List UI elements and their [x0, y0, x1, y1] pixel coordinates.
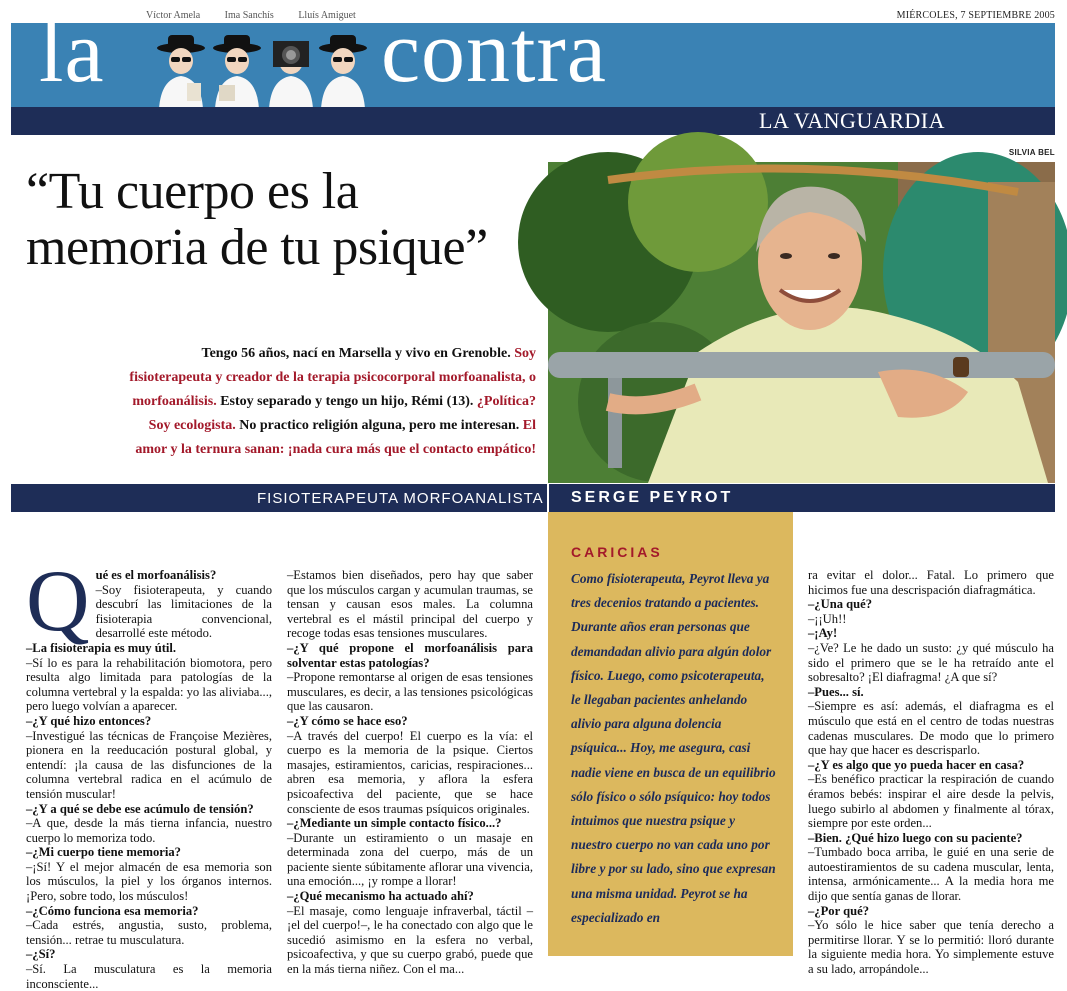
interview-answer: –Estamos bien diseñados, pero hay que saber que los músculos cargan y acumulan traumas, se tensan y causan esos males. La columna vertebral es el mástil principal del cuerpo y recoge todas esas tensiones musculares.	[287, 568, 533, 641]
headline: “Tu cuerpo es la memoria de tu psique”	[26, 163, 488, 276]
bio-segment: Tengo 56 años, nací en Marsella y vivo en Grenoble.	[201, 346, 515, 361]
sidebar-box	[548, 512, 793, 956]
portrait-photo	[548, 162, 1055, 483]
interview-answer: –A que, desde la más tierna infancia, nuestro cuerpo lo memoriza todo.	[26, 816, 272, 845]
interview-answer: –Tumbado boca arriba, le guié en una serie de autoestiramientos de su cadena muscular, lenta, intensa, armónicamente... A la media hora me dijo que sentía ganas de llorar.	[808, 845, 1054, 904]
credit-1: Víctor Amela	[146, 10, 201, 21]
interview-answer: –Investigué las técnicas de Françoise Mezières, pionera en la reeducación postural global, y entendí: ¡la causa de las disfunciones de la columna vertebral radica en el acúmulo de tensión muscular!	[26, 728, 272, 801]
bio-segment: Soy fisioterapeuta y creador de la terapia psicocorporal morfoanalista, o morfoanálisis.	[129, 346, 536, 409]
credit-2: Ima Sanchís	[224, 10, 274, 21]
interview-question: –Pues... sí.	[808, 684, 864, 699]
article-column-3	[808, 568, 1054, 977]
columnist-figure-icon	[151, 31, 211, 109]
bio-segment: ¿Política? Soy ecologista.	[148, 394, 536, 433]
columnist-figure-icon	[313, 31, 373, 109]
publication-name: LA VANGUARDIA	[759, 108, 945, 133]
interview-question: –¿Mediante un simple contacto físico...?	[287, 816, 502, 831]
columnist-credits	[146, 10, 378, 21]
interview-question: –¿Y cómo se hace eso?	[287, 713, 408, 728]
camera-figure-icon	[261, 31, 321, 109]
interview-question: –¿Y es algo que yo pueda hacer en casa?	[808, 757, 1025, 772]
interview-answer: –Cada estrés, angustia, susto, problema, tensión... retrae tu musculatura.	[26, 918, 272, 947]
article-column-1	[26, 553, 272, 991]
photo-credit: SILVIA BEL	[1008, 148, 1055, 157]
interview-answer: –Yo sólo le hice saber que tenía derecho a permitirse llorar. Y se lo permitió: lloró durante la siguiente media hora. Yo simplemente estuve a su lado, arropándole...	[808, 918, 1054, 977]
masthead-word-la: la	[39, 4, 105, 101]
interview-question: –¿Y a qué se debe ese acúmulo de tensión?	[26, 801, 254, 816]
interview-question: –¿Y qué propone el morfoanálisis para solventar estas patologías?	[287, 640, 533, 670]
profession-label: FISIOTERAPEUTA MORFOANALISTA	[257, 490, 544, 507]
interview-question: –¿Una qué?	[808, 597, 873, 612]
interview-question: –¿Por qué?	[808, 903, 869, 918]
interview-answer: –¡Sí! Y el mejor almacén de esa memoria son los músculos, la piel y los órganos internos. ¡Pero, sobre todo, los músculos!	[26, 859, 272, 904]
article-column-2	[287, 568, 533, 977]
interview-answer: –El masaje, como lenguaje infraverbal, táctil –¡el del cuerpo!–, le ha conectado con algo que le sucedió asimismo en la esfera no verbal, psicoafectiva, y que su cuerpo grabó, puede que en la más tierna niñez. Con el ma...	[287, 903, 533, 977]
bio-segment: No practico religión alguna, pero me interesan.	[239, 418, 523, 433]
interview-question: –¿Qué mecanismo ha actuado ahí?	[287, 889, 474, 904]
interview-answer: –¿Ve? Le he dado un susto: ¿y qué músculo ha sido el primero que se le ha retraído ante el sobresalto? ¡El diafragma! ¿A que sí?	[808, 640, 1054, 685]
interview-answer: –¡¡Uh!!	[808, 611, 847, 626]
interview-answer: –A través del cuerpo! El cuerpo es la vía: el cuerpo es la memoria de la psique. Ciertos masajes, estiramientos, caricias, respiraciones... abren esa memoria, y aflora la esfera psicoafectiva del paciente, que se hace consciente de esos traumas psíquicos originales.	[287, 728, 533, 816]
interview-answer: –Propone remontarse al origen de esas tensiones musculares, es decir, a las tensiones psicológicas que las causaron.	[287, 670, 533, 714]
masthead-word-contra: contra	[381, 4, 607, 101]
interview-question: –¿Sí?	[26, 947, 56, 962]
column-3-text	[808, 568, 1054, 977]
interview-answer: ra evitar el dolor... Fatal. Lo primero que hicimos fue una descrispación diafragmática.	[808, 568, 1054, 597]
bio-segment: Estoy separado y tengo un hijo, Rémi (13).	[220, 394, 477, 409]
interview-answer: –Sí lo es para la rehabilitación biomotora, pero resulta algo limitada para patologías de la columna vertebral y la espalda: yo las aliviaba..., pero luego volvían a aparecer.	[26, 655, 272, 714]
interview-answer: –Es benéfico practicar la respiración de cuando éramos bebés: inspirar el aire desde la pelvis, luego subirlo al abdomen y finalmente al tórax, siempre por este orden...	[808, 772, 1054, 831]
name-bar-divider	[547, 484, 549, 512]
interview-question: –¿Mi cuerpo tiene memoria?	[26, 845, 181, 860]
interview-answer: –Durante un estiramiento o un masaje en determinada zona del cuerpo, más de un paciente siente súbitamente aflorar una vivencia, una emoción..., ¡y rompe a llorar!	[287, 830, 533, 889]
interview-answer: –Siempre es así: además, el diafragma es el músculo que está en el centro de todas nuestras cadenas musculares. De modo que lo primero que hay que hacer es descrisparlo.	[808, 699, 1054, 758]
interview-answer: –Sí. La musculatura es la memoria inconsciente...	[26, 962, 272, 991]
credit-3: Lluís Amiguet	[298, 10, 356, 21]
columnist-figure-icon	[207, 31, 267, 109]
sidebar-text: Como fisioterapeuta, Peyrot lleva ya tres decenios tratando a pacientes. Durante años eran personas que demandadan alivio para algún dolor físico. Luego, como psicoterapeuta, le llegaban pacientes anhelando alivio para alguna dolencia psíquica... Hoy, me asegura, casi nadie viene en busca de un equilibrio sólo físico o sólo psíquico: hoy todos intuimos que nuestra psique y nuestro cuerpo no van cada uno por libre y por su lado, sino que expresan una misma unidad. Peyrot se ha especializado en	[571, 571, 776, 925]
bio-segment: El amor y la ternura sanan: ¡nada cura más que el contacto empático!	[135, 418, 536, 457]
publication-date: MIÉRCOLES, 7 SEPTIEMBRE 2005	[896, 10, 1055, 21]
name-bar	[11, 484, 1055, 512]
interviewee-name: SERGE PEYROT	[571, 489, 734, 506]
interview-question: –¿Y qué hizo entonces?	[26, 713, 152, 728]
masthead-bar	[11, 107, 1055, 135]
interview-question: –¿Cómo funciona esa memoria?	[26, 903, 199, 918]
sidebar-title: CARICIAS	[571, 544, 663, 560]
interview-question: ué es el morfoanálisis?	[95, 568, 217, 582]
interview-question: –La fisioterapia es muy útil.	[26, 640, 177, 655]
dropcap: Q	[26, 553, 90, 650]
column-2-text	[287, 568, 533, 977]
interview-question: –Bien. ¿Qué hizo luego con su paciente?	[808, 830, 1023, 845]
interview-question: –¡Ay!	[808, 626, 838, 641]
interview-answer: –Soy fisioterapeuta, y cuando descubrí las limitaciones de la fisioterapia convencional, desarrollé este método.	[95, 582, 272, 641]
bio-intro	[120, 342, 536, 462]
